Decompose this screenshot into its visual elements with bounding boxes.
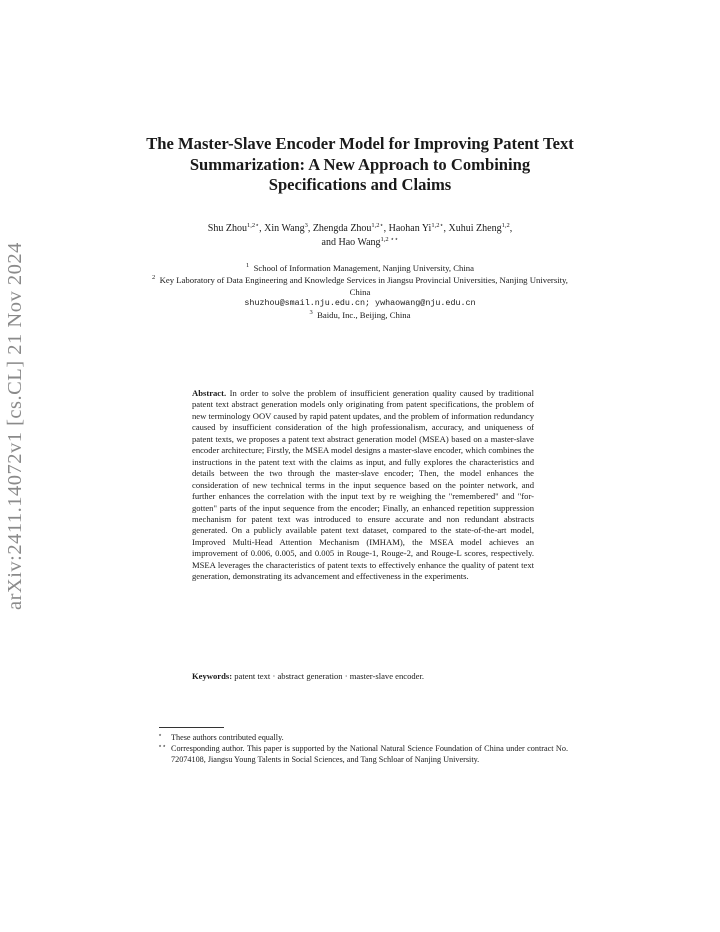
- author: Xuhui Zheng$^{1,2}$,: [448, 222, 513, 234]
- footnote-rule: [159, 727, 224, 728]
- author: and Hao Wang$^{1,2 ⋆⋆}$: [321, 236, 399, 248]
- abstract-text: In order to solve the problem of insufficient generation quality caused by traditional patent text abstract generation models only originating from patent specifications, the problem of new terminology OOV caused by rapid patent updates, and the problem of information redundancy caused by insufficient consideration of the high professionalism, accuracy, and uniqueness of patent texts, we proposes a patent text abstract generation model (MSEA) based on a master-slave encoder architecture; Firstly, the MSEA model designs a master-slave encoder, which combines the instructions in the patent text with the claims as input, and fully explores the characteristics and details between the two through the master-slave encoder; Then, the model enhances the consideration of new technical terms in the input sequence based on the pointer network, and further enhances the correlation with the input text by re weighing the "remembered" and "for-gotten" parts of the input sequence from the encoder; Finally, an enhanced repetition suppression mechanism for patent text was introduced to ensure accurate and non redundant abstracts generated. On a publicly available patent text dataset, compared to the state-of-the-art model, Improved Multi-Head Attention Mechanism (IMHAM), the MSEA model achieves an improvement of 0.006, 0.005, and 0.005 in Rouge-1, Rouge-2, and Rouge-L scores, respectively. MSEA leverages the characteristics of patent texts to effectively enhance the quality of patent text generation, demonstrating its advancement and effectiveness in the experiments.: [192, 388, 534, 582]
- footnotes: [158, 732, 568, 765]
- author: Zhengda Zhou$^{1,2⋆}$,: [312, 222, 389, 234]
- author-emails: shuzhou@smail.nju.edu.cn; ywhaowang@nju.edu.cn: [244, 298, 476, 309]
- author: Shu Zhou$^{1,2⋆}$,: [207, 222, 265, 234]
- abstract: [192, 388, 534, 583]
- keywords: [192, 671, 534, 682]
- paper-title: The Master-Slave Encoder Model for Improving Patent Text Summarization: A New Approach to Combining Specifications and Claims: [146, 134, 574, 194]
- keywords-label: Keywords:: [192, 671, 233, 681]
- affiliations: [150, 263, 570, 322]
- author: Xin Wang$^3$,: [264, 222, 313, 234]
- affiliation-2: $^2$ Key Laboratory of Data Engineering and Knowledge Services in Jiangsu Provincial Universities, Nanjing University, China: [152, 273, 568, 297]
- footnote-mark: ⋆⋆: [158, 743, 167, 750]
- abstract-label: Abstract.: [192, 388, 227, 398]
- affiliation-1: $^1$ School of Information Management, Nanjing University, China: [245, 262, 475, 273]
- footnote: ⋆ These authors contributed equally.: [158, 732, 284, 742]
- footnote-mark: ⋆: [158, 732, 163, 739]
- author-list: [150, 222, 570, 250]
- affiliation-3: $^3$ Baidu, Inc., Beijing, China: [309, 309, 411, 321]
- keywords-text: patent text · abstract generation · master-slave encoder.: [234, 671, 425, 681]
- author: Haohan $Yi^{1,2⋆}$,: [388, 222, 449, 234]
- arxiv-identifier: arXiv:2411.14072v1 [cs.CL] 21 Nov 2024: [4, 242, 26, 610]
- footnote: ⋆⋆ Corresponding author. This paper is supported by the National Natural Science Foundation of China under contract No. 72074108, Jiangsu Young Talents in Social Sciences, and Tang Schloar of Nanjing University.: [158, 743, 568, 764]
